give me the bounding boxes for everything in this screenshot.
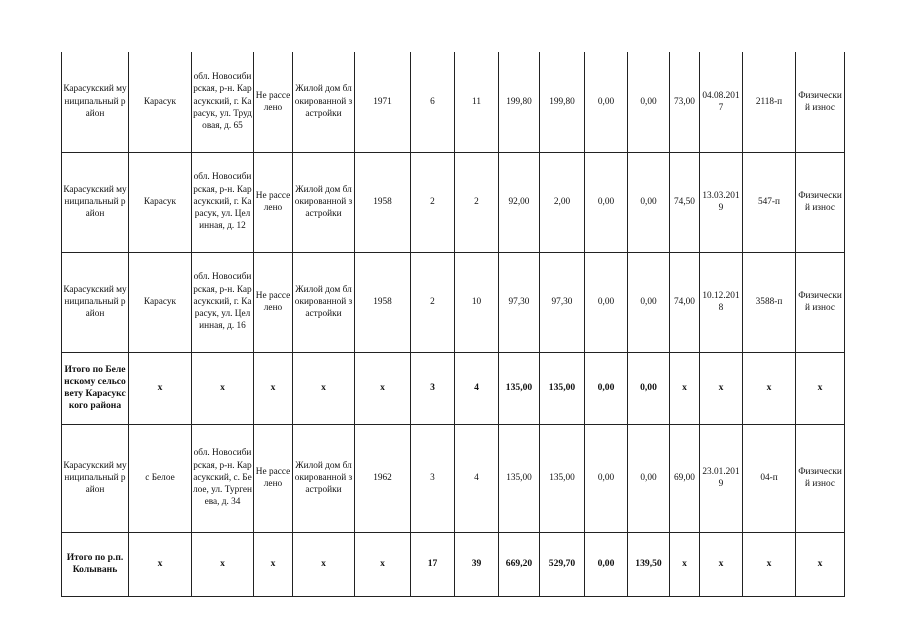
cell-residents: 6 xyxy=(411,52,455,152)
cell-decision-number: 04-п xyxy=(743,424,796,532)
cell-building-type: Жилой дом блокированной застройки xyxy=(293,52,355,152)
cell-building-type: Жилой дом блокированной застройки xyxy=(293,152,355,252)
cell-status: Не расселено xyxy=(254,52,293,152)
cell-building-type: Жилой дом блокированной застройки xyxy=(293,252,355,352)
cell-building-type: x xyxy=(293,532,355,596)
cell-locality: x xyxy=(129,532,192,596)
cell-locality: x xyxy=(129,352,192,424)
cell-area-total: 199,80 xyxy=(499,52,540,152)
cell-area-private: 529,70 xyxy=(540,532,585,596)
cell-year: 1958 xyxy=(355,152,411,252)
cell-address: обл. Новосибирская, р-н. Карасукский, г. Карасук, ул. Целинная, д. 12 xyxy=(192,152,254,252)
cell-reason: x xyxy=(796,532,845,596)
cell-year: x xyxy=(355,352,411,424)
cell-wear-percent: 73,00 xyxy=(670,52,700,152)
cell-area-private: 199,80 xyxy=(540,52,585,152)
cell-area-total: 135,00 xyxy=(499,352,540,424)
cell-address: обл. Новосибирская, р-н. Карасукский, г. Карасук, ул. Трудовая, д. 65 xyxy=(192,52,254,152)
cell-reason: Физический износ xyxy=(796,152,845,252)
cell-address: обл. Новосибирская, р-н. Карасукский, с. Белое, ул. Тургенева, д. 34 xyxy=(192,424,254,532)
cell-building-type: x xyxy=(293,352,355,424)
housing-table xyxy=(61,52,845,597)
cell-wear-percent: 69,00 xyxy=(670,424,700,532)
cell-decision-date: 23.01.2019 xyxy=(700,424,743,532)
cell-residents: 2 xyxy=(411,152,455,252)
cell-decision-date: 13.03.2019 xyxy=(700,152,743,252)
cell-area-other: 0,00 xyxy=(628,252,670,352)
cell-residents: 17 xyxy=(411,532,455,596)
cell-residents: 2 xyxy=(411,252,455,352)
cell-area-total: 135,00 xyxy=(499,424,540,532)
cell-decision-number: x xyxy=(743,532,796,596)
cell-year: x xyxy=(355,532,411,596)
cell-area-other: 139,50 xyxy=(628,532,670,596)
cell-status: Не расселено xyxy=(254,424,293,532)
cell-locality: Карасук xyxy=(129,52,192,152)
total-row xyxy=(62,352,845,424)
cell-locality: с Белое xyxy=(129,424,192,532)
cell-premises: 2 xyxy=(455,152,499,252)
cell-status: x xyxy=(254,532,293,596)
cell-area-total: 92,00 xyxy=(499,152,540,252)
cell-decision-number: 547-п xyxy=(743,152,796,252)
table-row xyxy=(62,52,845,152)
cell-reason: Физический износ xyxy=(796,52,845,152)
cell-year: 1971 xyxy=(355,52,411,152)
cell-locality: Карасук xyxy=(129,252,192,352)
cell-district: Карасукский муниципальный район xyxy=(62,424,129,532)
cell-address: x xyxy=(192,532,254,596)
cell-building-type: Жилой дом блокированной застройки xyxy=(293,424,355,532)
cell-year: 1962 xyxy=(355,424,411,532)
cell-reason: Физический износ xyxy=(796,424,845,532)
cell-area-private: 97,30 xyxy=(540,252,585,352)
cell-reason: x xyxy=(796,352,845,424)
cell-area-other: 0,00 xyxy=(628,152,670,252)
cell-area-municipal: 0,00 xyxy=(585,152,628,252)
cell-wear-percent: 74,00 xyxy=(670,252,700,352)
cell-premises: 4 xyxy=(455,424,499,532)
cell-locality: Карасук xyxy=(129,152,192,252)
table-body xyxy=(62,52,845,596)
cell-premises: 10 xyxy=(455,252,499,352)
cell-address: обл. Новосибирская, р-н. Карасукский, г. Карасук, ул. Целинная, д. 16 xyxy=(192,252,254,352)
cell-residents: 3 xyxy=(411,352,455,424)
cell-area-private: 2,00 xyxy=(540,152,585,252)
cell-district: Итого по р.п. Колывань xyxy=(62,532,129,596)
cell-district: Итого по Беленскому сельсовету Карасукского района xyxy=(62,352,129,424)
table-row xyxy=(62,252,845,352)
cell-district: Карасукский муниципальный район xyxy=(62,152,129,252)
cell-premises: 11 xyxy=(455,52,499,152)
cell-area-private: 135,00 xyxy=(540,352,585,424)
cell-address: x xyxy=(192,352,254,424)
cell-status: Не расселено xyxy=(254,152,293,252)
cell-area-municipal: 0,00 xyxy=(585,532,628,596)
cell-area-municipal: 0,00 xyxy=(585,252,628,352)
cell-area-total: 669,20 xyxy=(499,532,540,596)
cell-decision-number: x xyxy=(743,352,796,424)
cell-residents: 3 xyxy=(411,424,455,532)
cell-area-total: 97,30 xyxy=(499,252,540,352)
table-row xyxy=(62,424,845,532)
cell-wear-percent: 74,50 xyxy=(670,152,700,252)
cell-decision-date: 10.12.2018 xyxy=(700,252,743,352)
cell-area-other: 0,00 xyxy=(628,424,670,532)
cell-district: Карасукский муниципальный район xyxy=(62,252,129,352)
total-row xyxy=(62,532,845,596)
cell-premises: 39 xyxy=(455,532,499,596)
cell-area-other: 0,00 xyxy=(628,352,670,424)
cell-decision-number: 2118-п xyxy=(743,52,796,152)
cell-status: x xyxy=(254,352,293,424)
cell-wear-percent: x xyxy=(670,532,700,596)
cell-year: 1958 xyxy=(355,252,411,352)
cell-reason: Физический износ xyxy=(796,252,845,352)
cell-area-other: 0,00 xyxy=(628,52,670,152)
cell-area-private: 135,00 xyxy=(540,424,585,532)
cell-area-municipal: 0,00 xyxy=(585,52,628,152)
cell-status: Не расселено xyxy=(254,252,293,352)
cell-decision-date: x xyxy=(700,352,743,424)
cell-area-municipal: 0,00 xyxy=(585,424,628,532)
cell-decision-number: 3588-п xyxy=(743,252,796,352)
cell-area-municipal: 0,00 xyxy=(585,352,628,424)
cell-decision-date: 04.08.2017 xyxy=(700,52,743,152)
cell-wear-percent: x xyxy=(670,352,700,424)
table-row xyxy=(62,152,845,252)
cell-district: Карасукский муниципальный район xyxy=(62,52,129,152)
cell-decision-date: x xyxy=(700,532,743,596)
cell-premises: 4 xyxy=(455,352,499,424)
